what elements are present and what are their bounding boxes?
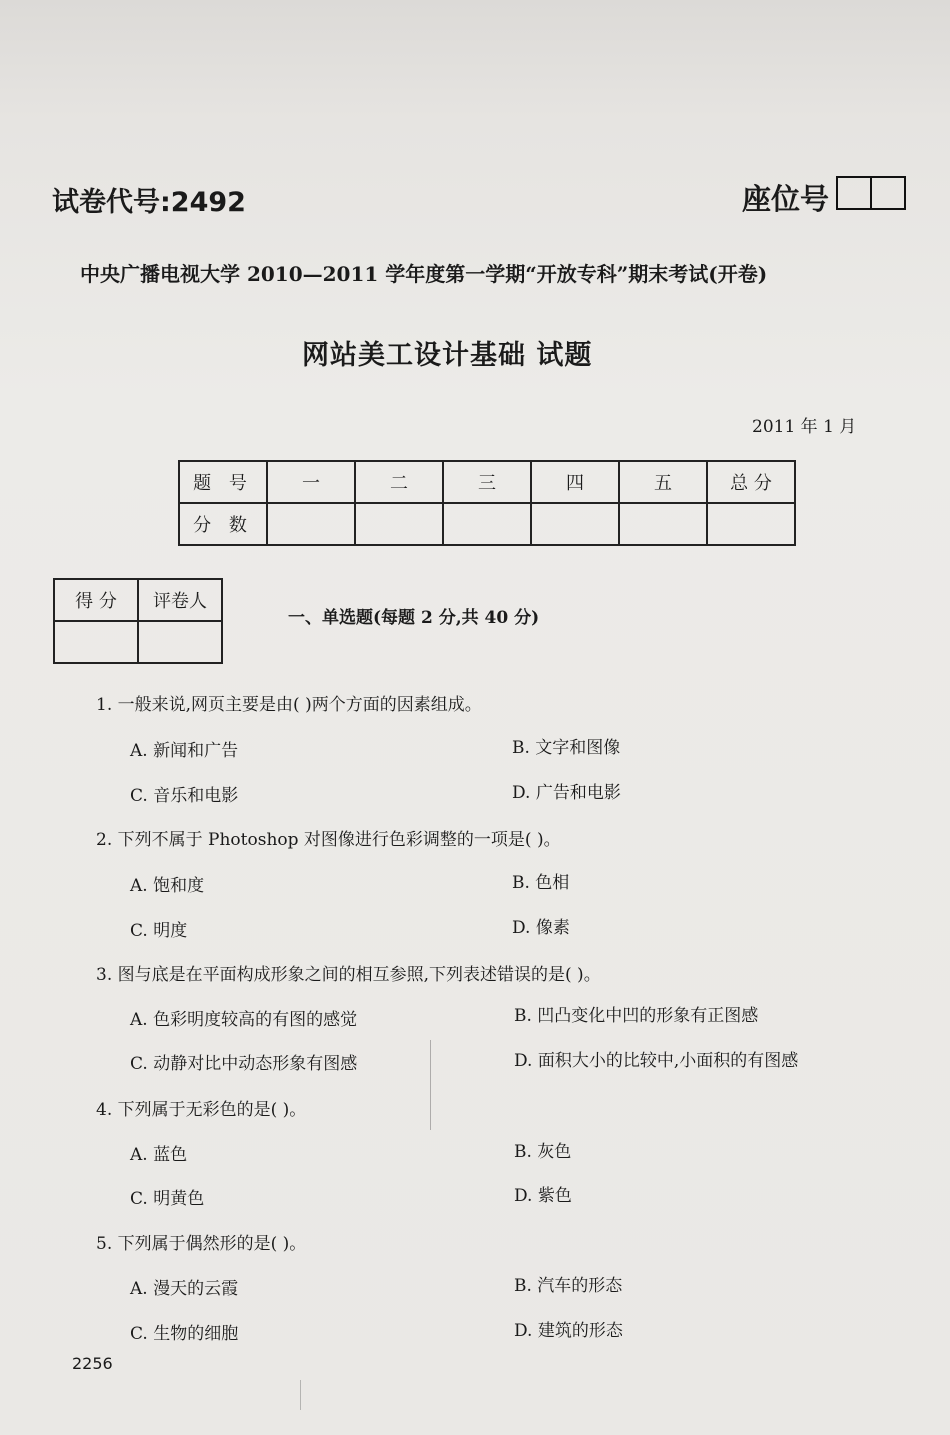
option-d: D. 像素 xyxy=(512,918,570,938)
score-cell xyxy=(443,503,531,545)
scan-mark xyxy=(300,1380,301,1410)
score-table xyxy=(178,460,796,546)
score-cell xyxy=(707,503,795,545)
section-title: 一、单选题(每题 2 分,共 40 分) xyxy=(288,608,540,628)
score-table-row-label: 分 数 xyxy=(179,503,267,545)
paper-code: 试卷代号:2492 xyxy=(52,187,246,218)
grader-name-header: 评卷人 xyxy=(138,579,222,621)
option-a: A. 漫天的云霞 xyxy=(130,1279,239,1299)
option-c: C. 明黄色 xyxy=(130,1189,205,1209)
seat-number-label: 座位号 xyxy=(742,182,830,216)
question-stem: 3. 图与底是在平面构成形象之间的相互参照,下列表述错误的是( )。 xyxy=(96,965,601,985)
score-table-column: 五 xyxy=(619,461,707,503)
score-cell xyxy=(267,503,355,545)
question-stem: 1. 一般来说,网页主要是由( )两个方面的因素组成。 xyxy=(96,695,482,715)
subject-title: 网站美工设计基础 试题 xyxy=(302,340,593,371)
score-cell xyxy=(619,503,707,545)
option-d: D. 紫色 xyxy=(514,1186,572,1206)
score-table-column: 四 xyxy=(531,461,619,503)
grader-score-header: 得 分 xyxy=(54,579,138,621)
option-c: C. 生物的细胞 xyxy=(130,1324,239,1344)
score-table-column: 一 xyxy=(267,461,355,503)
score-table-score-row xyxy=(179,503,795,545)
option-a: A. 色彩明度较高的有图的感觉 xyxy=(130,1010,358,1030)
page-number: 2256 xyxy=(72,1354,113,1373)
score-table-column: 总 分 xyxy=(707,461,795,503)
question-stem: 5. 下列属于偶然形的是( )。 xyxy=(96,1234,307,1254)
score-table-column: 三 xyxy=(443,461,531,503)
option-a: A. 蓝色 xyxy=(130,1145,188,1165)
seat-number-box xyxy=(836,176,906,210)
option-a: A. 饱和度 xyxy=(130,876,205,896)
score-table-column: 二 xyxy=(355,461,443,503)
option-b: B. 凹凸变化中凹的形象有正图感 xyxy=(514,1006,759,1026)
grader-name-cell xyxy=(138,621,222,663)
score-table-header-row xyxy=(179,461,795,503)
score-cell xyxy=(531,503,619,545)
grader-score-cell xyxy=(54,621,138,663)
score-table-row-label: 题 号 xyxy=(179,461,267,503)
option-d: D. 面积大小的比较中,小面积的有图感 xyxy=(514,1051,799,1071)
option-b: B. 文字和图像 xyxy=(512,738,621,758)
option-c: C. 动静对比中动态形象有图感 xyxy=(130,1054,358,1074)
question-stem: 2. 下列不属于 Photoshop 对图像进行色彩调整的一项是( )。 xyxy=(96,830,561,850)
option-d: D. 建筑的形态 xyxy=(514,1321,623,1341)
exam-date: 2011 年 1 月 xyxy=(752,417,857,437)
option-d: D. 广告和电影 xyxy=(512,783,621,803)
exam-title: 中央广播电视大学 2010—2011 学年度第一学期“开放专科”期末考试(开卷) xyxy=(80,262,768,286)
option-a: A. 新闻和广告 xyxy=(130,741,239,761)
score-cell xyxy=(355,503,443,545)
question-stem: 4. 下列属于无彩色的是( )。 xyxy=(96,1100,307,1120)
scan-mark xyxy=(430,1040,431,1130)
option-c: C. 音乐和电影 xyxy=(130,786,239,806)
grader-table xyxy=(53,578,223,664)
option-b: B. 灰色 xyxy=(514,1142,572,1162)
option-b: B. 色相 xyxy=(512,873,570,893)
option-c: C. 明度 xyxy=(130,921,188,941)
option-b: B. 汽车的形态 xyxy=(514,1276,623,1296)
